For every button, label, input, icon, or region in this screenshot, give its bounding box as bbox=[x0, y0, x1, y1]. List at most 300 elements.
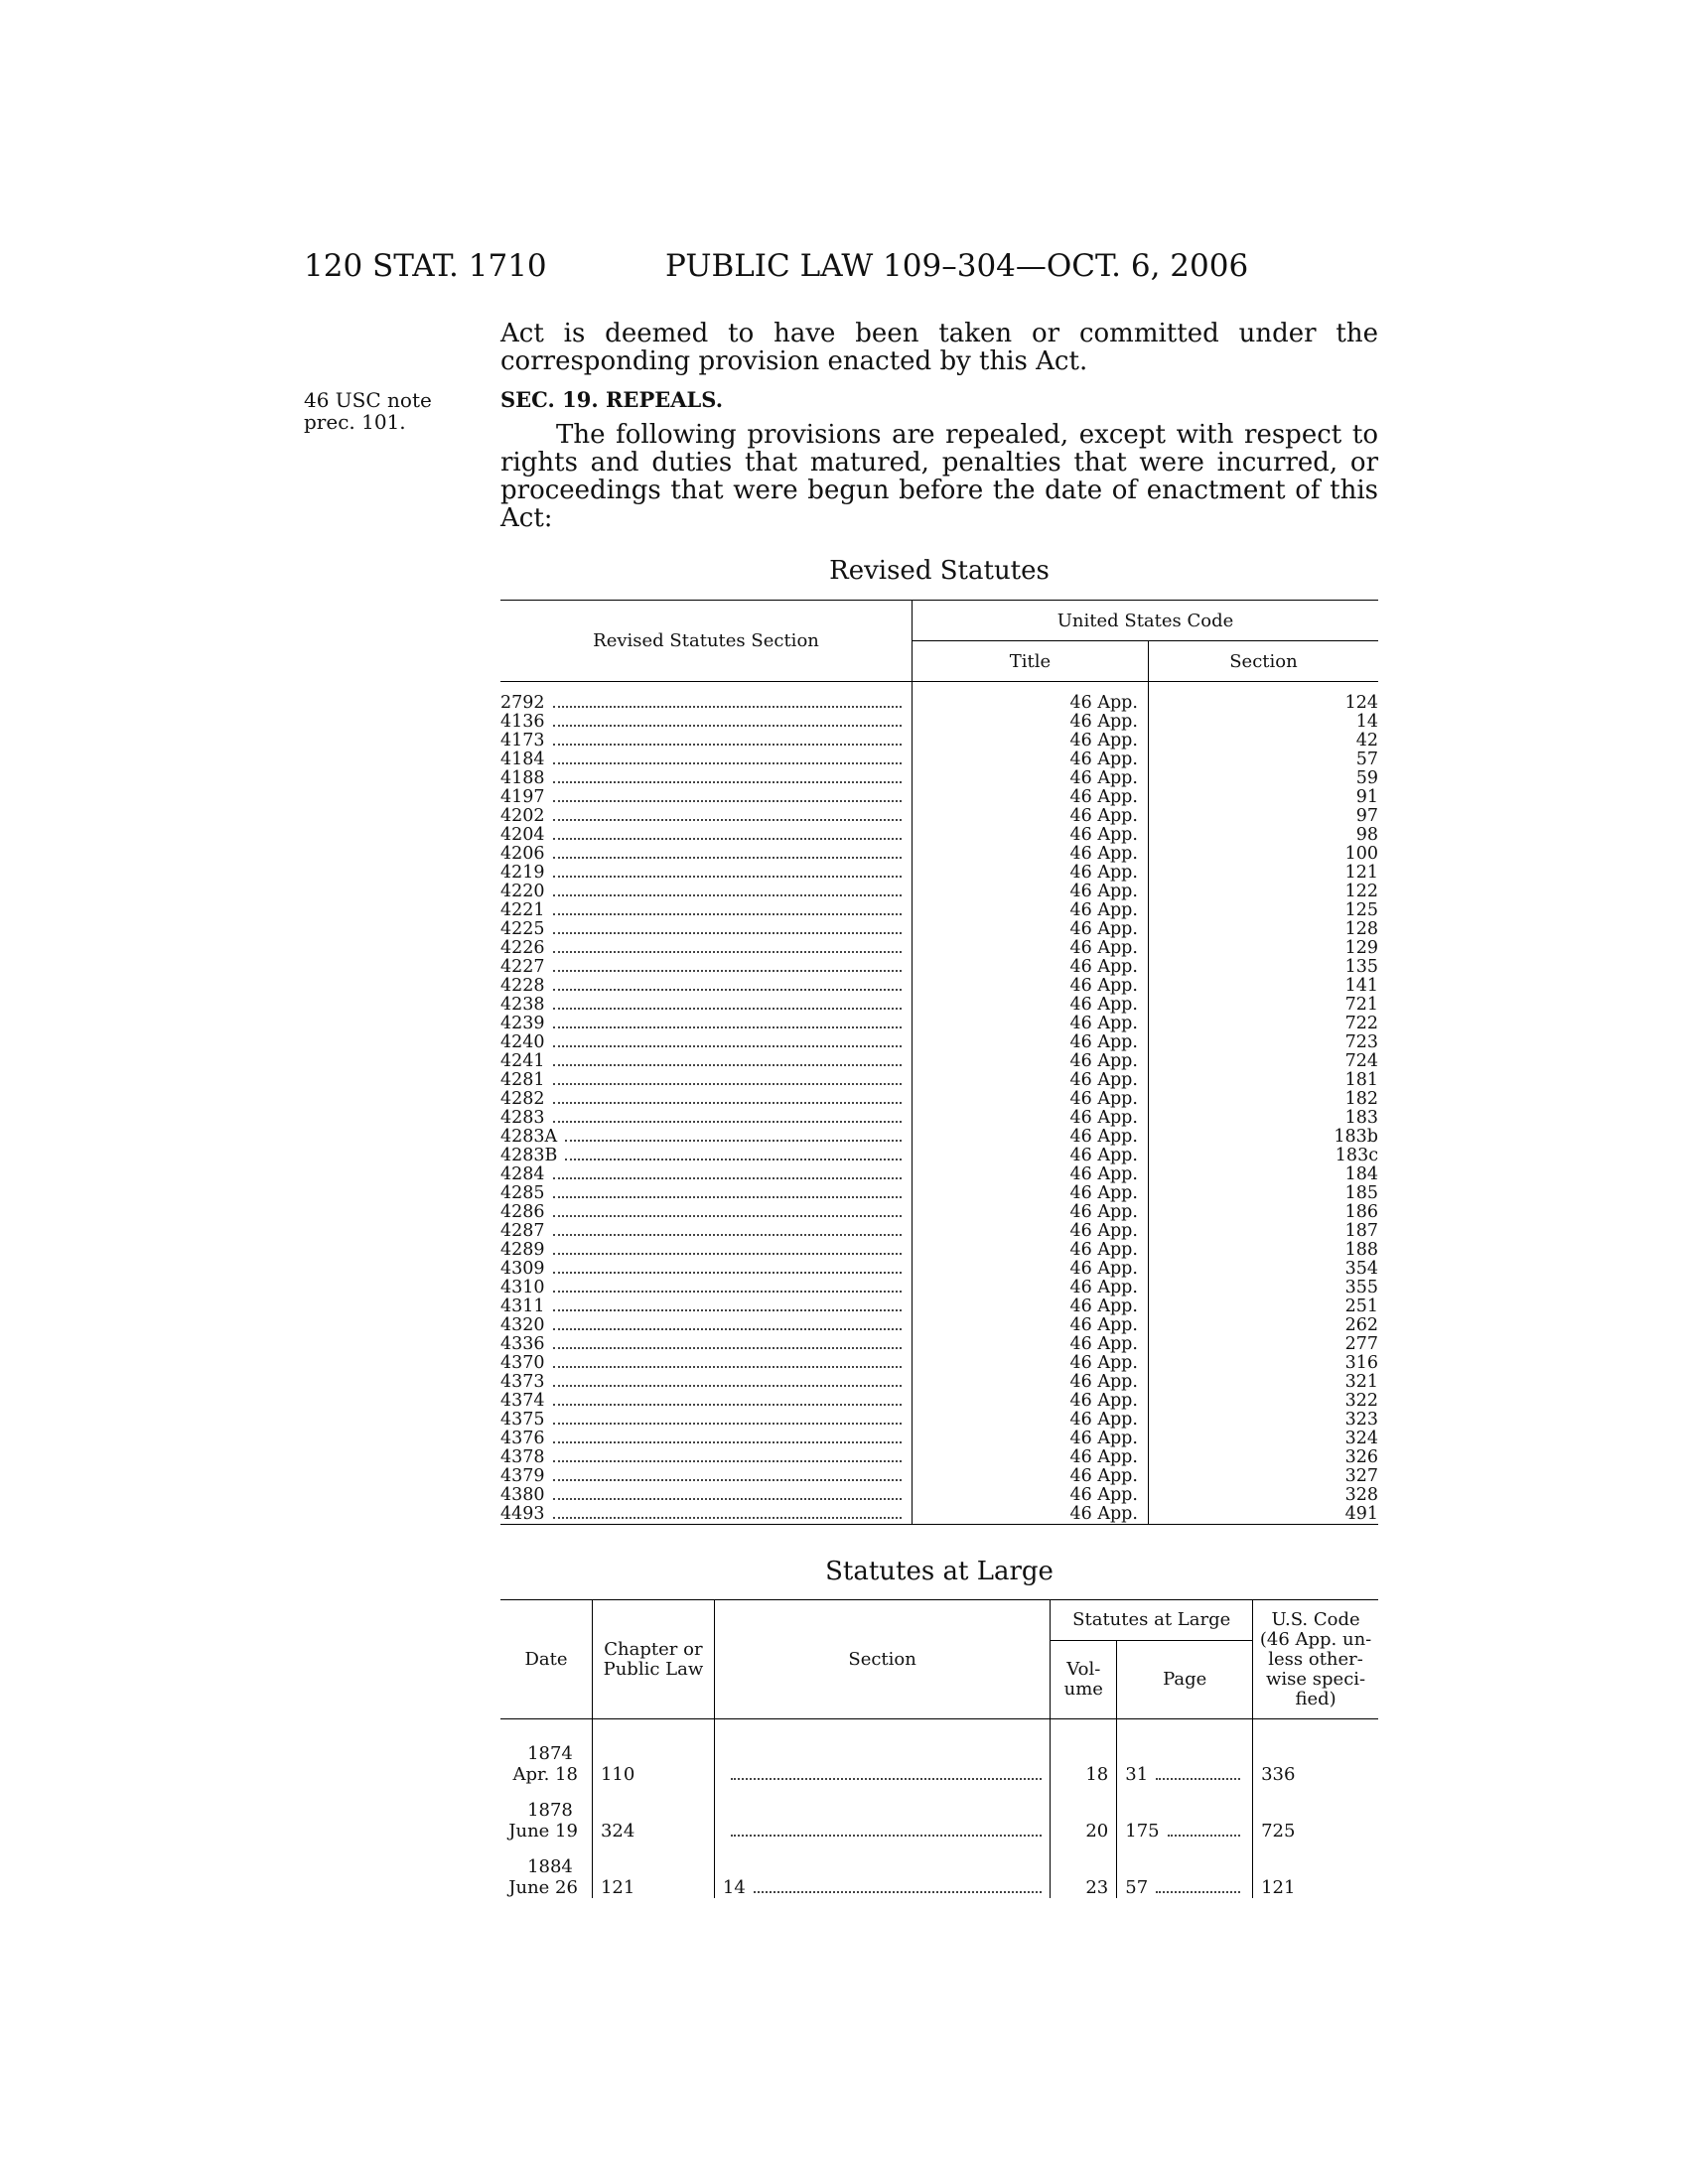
usc-section-cell: 135 bbox=[1344, 957, 1378, 977]
table-row bbox=[500, 1052, 1378, 1071]
rs-section-cell bbox=[500, 920, 913, 939]
revised-statutes-title: Revised Statutes bbox=[829, 556, 1050, 586]
table-row bbox=[500, 920, 1378, 939]
dot-leader bbox=[553, 894, 902, 896]
rs-section-cell bbox=[500, 1486, 913, 1505]
dot-leader bbox=[553, 1385, 902, 1387]
table-row bbox=[500, 977, 1378, 996]
table-row bbox=[500, 996, 1378, 1015]
rs-section-value: 2792 bbox=[500, 693, 545, 713]
col-header-volume bbox=[1051, 1641, 1117, 1719]
usc-section-cell: 355 bbox=[1344, 1278, 1378, 1297]
usc-title-cell: 46 App. bbox=[913, 996, 1149, 1015]
dot-leader bbox=[553, 1121, 902, 1123]
usc-section-cell: 723 bbox=[1344, 1032, 1378, 1052]
rs-section-value: 4240 bbox=[500, 1032, 545, 1052]
rs-section-cell bbox=[500, 1467, 913, 1486]
col-header-usc-line: less other- bbox=[1268, 1648, 1363, 1670]
usc-section-cell: 491 bbox=[1148, 1505, 1378, 1525]
table-row bbox=[500, 845, 1378, 864]
rs-section-value: 4238 bbox=[500, 995, 545, 1015]
date-year: 1884 bbox=[527, 1856, 573, 1877]
usc-cell: 336 bbox=[1261, 1764, 1296, 1785]
rs-section-cell bbox=[500, 1505, 913, 1525]
dot-leader bbox=[553, 1309, 902, 1311]
usc-section-cell: 183 bbox=[1344, 1108, 1378, 1128]
rs-section-cell bbox=[500, 1165, 913, 1184]
date-day: June 19 bbox=[508, 1821, 578, 1842]
table-row bbox=[500, 1260, 1378, 1279]
rs-section-value: 4320 bbox=[500, 1315, 545, 1335]
col-header-page: Page bbox=[1117, 1641, 1253, 1719]
usc-title-cell: 46 App. bbox=[913, 977, 1149, 996]
rs-section-cell bbox=[500, 1015, 913, 1033]
revised-statutes-table bbox=[500, 600, 1378, 1525]
usc-section-cell: 277 bbox=[1344, 1334, 1378, 1354]
rs-section-value: 4239 bbox=[500, 1014, 545, 1033]
usc-title-cell: 46 App. bbox=[913, 1505, 1149, 1525]
usc-section-cell: 57 bbox=[1355, 750, 1378, 769]
table-row bbox=[500, 1147, 1378, 1165]
usc-title-cell: 46 App. bbox=[913, 1147, 1149, 1165]
usc-title-cell: 46 App. bbox=[913, 1448, 1149, 1467]
rs-section-value: 4378 bbox=[500, 1447, 545, 1467]
rs-section-value: 4226 bbox=[500, 938, 545, 958]
dot-leader bbox=[553, 1517, 902, 1519]
usc-section-cell: 42 bbox=[1355, 731, 1378, 751]
dot-leader bbox=[553, 781, 902, 783]
usc-title-cell: 46 App. bbox=[913, 807, 1149, 826]
dot-leader bbox=[553, 1404, 902, 1406]
statutes-at-large-table bbox=[500, 1599, 1378, 1898]
chapter-cell: 324 bbox=[592, 1785, 714, 1842]
table-row bbox=[500, 1467, 1378, 1486]
table-row bbox=[500, 751, 1378, 769]
table-row bbox=[500, 826, 1378, 845]
rs-section-value: 4173 bbox=[500, 731, 545, 751]
col-header-usc-line: fied) bbox=[1295, 1688, 1336, 1709]
rs-section-value: 4375 bbox=[500, 1410, 545, 1430]
dot-leader bbox=[553, 970, 902, 972]
dot-leader bbox=[553, 1102, 902, 1104]
usc-title-cell: 46 App. bbox=[913, 1411, 1149, 1430]
col-header-chapter-line: Public Law bbox=[603, 1658, 704, 1680]
rs-section-value: 4281 bbox=[500, 1070, 545, 1090]
rs-section-value: 4197 bbox=[500, 787, 545, 807]
dot-leader bbox=[553, 1026, 902, 1028]
usc-title-cell: 46 App. bbox=[913, 1184, 1149, 1203]
page-cell bbox=[1117, 1842, 1253, 1898]
dot-leader bbox=[553, 1215, 902, 1217]
paragraph-repeals: The following provisions are repealed, except with respect to rights and duties that matured, penalties that were incurred, or proceedings that were begun before the date of enactment of this Act: bbox=[500, 420, 1378, 533]
table-row bbox=[500, 1241, 1378, 1260]
usc-cell: 725 bbox=[1261, 1821, 1296, 1842]
usc-section-cell: 184 bbox=[1344, 1164, 1378, 1184]
page-reference: 120 STAT. 1710 bbox=[304, 248, 547, 284]
usc-cell: 121 bbox=[1261, 1877, 1296, 1898]
rs-section-cell bbox=[500, 1392, 913, 1411]
usc-title-cell: 46 App. bbox=[913, 713, 1149, 732]
dot-leader bbox=[553, 1045, 902, 1047]
rs-section-cell bbox=[500, 1448, 913, 1467]
margin-note bbox=[304, 389, 453, 433]
table-row bbox=[500, 1279, 1378, 1297]
rs-section-value: 4221 bbox=[500, 900, 545, 920]
rs-section-cell bbox=[500, 1184, 913, 1203]
margin-note-line: 46 USC note bbox=[304, 388, 432, 412]
usc-title-cell: 46 App. bbox=[913, 939, 1149, 958]
usc-section-cell: 724 bbox=[1344, 1051, 1378, 1071]
volume-cell: 20 bbox=[1051, 1785, 1117, 1842]
rs-section-cell bbox=[500, 1260, 913, 1279]
dot-leader bbox=[731, 1835, 1042, 1837]
rs-section-value: 4225 bbox=[500, 919, 545, 939]
usc-title-cell: 46 App. bbox=[913, 769, 1149, 788]
dot-leader bbox=[553, 932, 902, 934]
rs-section-value: 4184 bbox=[500, 750, 545, 769]
rs-section-cell bbox=[500, 1052, 913, 1071]
rs-section-cell bbox=[500, 1373, 913, 1392]
section-cell bbox=[714, 1842, 1050, 1898]
section-value: 14 bbox=[722, 1877, 746, 1898]
dot-leader bbox=[553, 1366, 902, 1368]
dot-leader bbox=[553, 725, 902, 727]
rs-section-value: 4228 bbox=[500, 976, 545, 996]
table-row bbox=[500, 1090, 1378, 1109]
margin-note-line: prec. 101. bbox=[304, 410, 406, 434]
rs-section-value: 4286 bbox=[500, 1202, 545, 1222]
dot-leader bbox=[553, 1498, 902, 1500]
usc-section-cell: 100 bbox=[1344, 844, 1378, 864]
table-row bbox=[500, 1430, 1378, 1448]
col-header-usc bbox=[1253, 1600, 1378, 1719]
page-value: 57 bbox=[1125, 1877, 1149, 1898]
usc-section-cell: 324 bbox=[1344, 1429, 1378, 1448]
usc-title-cell: 46 App. bbox=[913, 1128, 1149, 1147]
col-header-rs-section: Revised Statutes Section bbox=[500, 601, 913, 682]
table-row bbox=[500, 1071, 1378, 1090]
dot-leader bbox=[553, 744, 902, 746]
rs-section-cell bbox=[500, 1354, 913, 1373]
dot-leader bbox=[731, 1778, 1042, 1780]
table-row bbox=[500, 864, 1378, 883]
col-header-volume-line: Vol- bbox=[1066, 1659, 1101, 1680]
col-header-chapter bbox=[592, 1600, 714, 1719]
rs-section-cell bbox=[500, 1128, 913, 1147]
dot-leader bbox=[553, 1441, 902, 1443]
usc-section-cell: 97 bbox=[1355, 806, 1378, 826]
table-row bbox=[500, 1297, 1378, 1316]
usc-section-cell: 141 bbox=[1344, 976, 1378, 996]
usc-title-cell: 46 App. bbox=[913, 1467, 1149, 1486]
rs-section-cell bbox=[500, 977, 913, 996]
rs-section-cell bbox=[500, 1279, 913, 1297]
usc-section-cell: 354 bbox=[1344, 1259, 1378, 1279]
usc-title-cell: 46 App. bbox=[913, 1279, 1149, 1297]
rs-section-cell bbox=[500, 807, 913, 826]
rs-section-value: 4188 bbox=[500, 768, 545, 788]
usc-section-cell: 721 bbox=[1344, 995, 1378, 1015]
usc-title-cell: 46 App. bbox=[913, 1297, 1149, 1316]
usc-title-cell: 46 App. bbox=[913, 751, 1149, 769]
col-header-usc-line: (46 App. un- bbox=[1259, 1628, 1372, 1650]
usc-title-cell: 46 App. bbox=[913, 1260, 1149, 1279]
dot-leader bbox=[553, 1460, 902, 1462]
rs-section-value: 4380 bbox=[500, 1485, 545, 1505]
paragraph-continuation: Act is deemed to have been taken or committed under the corresponding provision enacted by this Act. bbox=[500, 319, 1378, 376]
usc-title-cell: 46 App. bbox=[913, 1222, 1149, 1241]
usc-section-cell: 59 bbox=[1355, 768, 1378, 788]
date-day: Apr. 18 bbox=[512, 1764, 578, 1785]
date-cell bbox=[500, 1842, 592, 1898]
table-row bbox=[500, 1203, 1378, 1222]
dot-leader bbox=[553, 1272, 902, 1274]
dot-leader bbox=[553, 989, 902, 991]
table-row bbox=[500, 901, 1378, 920]
rs-section-cell bbox=[500, 1090, 913, 1109]
chapter-cell: 110 bbox=[592, 1719, 714, 1786]
table-row bbox=[500, 1448, 1378, 1467]
col-header-usc-line: wise speci- bbox=[1266, 1668, 1366, 1690]
usc-section-cell: 129 bbox=[1344, 938, 1378, 958]
rs-section-value: 4283B bbox=[500, 1146, 558, 1165]
rs-section-cell bbox=[500, 958, 913, 977]
page-value: 31 bbox=[1125, 1764, 1149, 1785]
dot-leader bbox=[754, 1891, 1043, 1893]
usc-title-cell: 46 App. bbox=[913, 864, 1149, 883]
rs-section-value: 4370 bbox=[500, 1353, 545, 1373]
rs-section-cell bbox=[500, 769, 913, 788]
usc-title-cell: 46 App. bbox=[913, 901, 1149, 920]
rs-section-value: 4282 bbox=[500, 1089, 545, 1109]
rs-section-value: 4373 bbox=[500, 1372, 545, 1392]
rs-section-value: 4493 bbox=[500, 1504, 545, 1524]
usc-section-cell: 128 bbox=[1344, 919, 1378, 939]
rs-section-cell bbox=[500, 1316, 913, 1335]
table-row bbox=[500, 1373, 1378, 1392]
usc-section-cell: 181 bbox=[1344, 1070, 1378, 1090]
date-year: 1878 bbox=[527, 1800, 573, 1821]
rs-section-value: 4283A bbox=[500, 1127, 558, 1147]
usc-section-cell: 183b bbox=[1334, 1127, 1378, 1147]
dot-leader bbox=[553, 857, 902, 859]
col-header-usc-group: United States Code bbox=[913, 601, 1378, 641]
usc-title-cell: 46 App. bbox=[913, 1335, 1149, 1354]
usc-section-cell: 98 bbox=[1355, 825, 1378, 845]
dot-leader bbox=[553, 951, 902, 953]
rs-section-value: 4285 bbox=[500, 1183, 545, 1203]
table-row bbox=[500, 1109, 1378, 1128]
usc-title-cell: 46 App. bbox=[913, 682, 1149, 714]
table-row bbox=[500, 1222, 1378, 1241]
usc-section-cell: 187 bbox=[1344, 1221, 1378, 1241]
usc-title-cell: 46 App. bbox=[913, 920, 1149, 939]
dot-leader bbox=[553, 1253, 902, 1255]
usc-title-cell: 46 App. bbox=[913, 1316, 1149, 1335]
usc-section-cell: 14 bbox=[1355, 712, 1378, 732]
rs-section-value: 4283 bbox=[500, 1108, 545, 1128]
usc-section-cell: 183c bbox=[1335, 1146, 1378, 1165]
rs-section-cell bbox=[500, 1071, 913, 1090]
table-row bbox=[500, 1392, 1378, 1411]
usc-section-cell: 121 bbox=[1344, 863, 1378, 883]
table-row bbox=[500, 1335, 1378, 1354]
dot-leader bbox=[553, 1234, 902, 1236]
rs-section-cell bbox=[500, 751, 913, 769]
rs-section-value: 4310 bbox=[500, 1278, 545, 1297]
rs-section-cell bbox=[500, 1147, 913, 1165]
table-row bbox=[500, 1842, 1378, 1898]
table-row bbox=[500, 682, 1378, 714]
rs-section-cell bbox=[500, 864, 913, 883]
dot-leader bbox=[553, 1196, 902, 1198]
rs-section-cell bbox=[500, 883, 913, 901]
rs-section-value: 4284 bbox=[500, 1164, 545, 1184]
table-row bbox=[500, 732, 1378, 751]
col-header-usc-section: Section bbox=[1148, 641, 1378, 682]
rs-section-value: 4227 bbox=[500, 957, 545, 977]
usc-title-cell: 46 App. bbox=[913, 1392, 1149, 1411]
usc-section-cell: 262 bbox=[1344, 1315, 1378, 1335]
dot-leader bbox=[553, 800, 902, 802]
dot-leader bbox=[553, 1177, 902, 1179]
rs-section-cell bbox=[500, 1335, 913, 1354]
usc-section-cell: 316 bbox=[1344, 1353, 1378, 1373]
rs-section-value: 4202 bbox=[500, 806, 545, 826]
section-cell bbox=[714, 1719, 1050, 1786]
usc-title-cell: 46 App. bbox=[913, 1052, 1149, 1071]
usc-section-cell: 722 bbox=[1344, 1014, 1378, 1033]
dot-leader bbox=[553, 819, 902, 821]
rs-section-cell bbox=[500, 732, 913, 751]
rs-section-cell bbox=[500, 788, 913, 807]
chapter-cell: 121 bbox=[592, 1842, 714, 1898]
date-cell bbox=[500, 1719, 592, 1786]
table-row bbox=[500, 1411, 1378, 1430]
dot-leader bbox=[553, 913, 902, 915]
rs-section-cell bbox=[500, 996, 913, 1015]
page-cell bbox=[1117, 1719, 1253, 1786]
table-row bbox=[500, 1128, 1378, 1147]
dot-leader bbox=[553, 1423, 902, 1425]
dot-leader bbox=[553, 706, 902, 708]
usc-title-cell: 46 App. bbox=[913, 1241, 1149, 1260]
table-row bbox=[500, 1719, 1378, 1786]
dot-leader bbox=[553, 876, 902, 878]
rs-section-cell bbox=[500, 939, 913, 958]
rs-section-cell bbox=[500, 1241, 913, 1260]
dot-leader bbox=[553, 1479, 902, 1481]
section-heading: SEC. 19. REPEALS. bbox=[500, 387, 724, 412]
rs-section-value: 4206 bbox=[500, 844, 545, 864]
volume-cell: 18 bbox=[1051, 1719, 1117, 1786]
dot-leader bbox=[553, 1064, 902, 1066]
usc-title-cell: 46 App. bbox=[913, 788, 1149, 807]
rs-section-cell bbox=[500, 826, 913, 845]
rs-section-value: 4374 bbox=[500, 1391, 545, 1411]
dot-leader bbox=[553, 1347, 902, 1349]
dot-leader bbox=[553, 1083, 902, 1085]
rs-section-value: 4336 bbox=[500, 1334, 545, 1354]
rs-section-cell bbox=[500, 713, 913, 732]
rs-section-cell bbox=[500, 845, 913, 864]
usc-title-cell: 46 App. bbox=[913, 958, 1149, 977]
col-header-chapter-line: Chapter or bbox=[604, 1638, 703, 1660]
rs-section-cell bbox=[500, 1430, 913, 1448]
section-cell bbox=[714, 1785, 1050, 1842]
usc-title-cell: 46 App. bbox=[913, 826, 1149, 845]
dot-leader bbox=[565, 1159, 902, 1160]
usc-title-cell: 46 App. bbox=[913, 883, 1149, 901]
usc-title-cell: 46 App. bbox=[913, 1203, 1149, 1222]
rs-section-cell bbox=[500, 1109, 913, 1128]
rs-section-value: 4309 bbox=[500, 1259, 545, 1279]
usc-title-cell: 46 App. bbox=[913, 1109, 1149, 1128]
rs-section-cell bbox=[500, 1203, 913, 1222]
usc-section-cell: 124 bbox=[1344, 693, 1378, 713]
table-row bbox=[500, 883, 1378, 901]
usc-title-cell: 46 App. bbox=[913, 1354, 1149, 1373]
table-row bbox=[500, 1316, 1378, 1335]
col-header-usc-line: U.S. Code bbox=[1271, 1608, 1360, 1630]
table-row bbox=[500, 788, 1378, 807]
table-row bbox=[500, 1033, 1378, 1052]
page-cell bbox=[1117, 1785, 1253, 1842]
usc-section-cell: 322 bbox=[1344, 1391, 1378, 1411]
date-cell bbox=[500, 1785, 592, 1842]
usc-section-cell: 185 bbox=[1344, 1183, 1378, 1203]
rs-section-cell bbox=[500, 1297, 913, 1316]
rs-section-value: 4219 bbox=[500, 863, 545, 883]
rs-section-value: 4287 bbox=[500, 1221, 545, 1241]
col-header-section: Section bbox=[714, 1600, 1050, 1719]
rs-section-value: 4241 bbox=[500, 1051, 545, 1071]
col-header-date: Date bbox=[500, 1600, 592, 1719]
dot-leader bbox=[565, 1140, 902, 1142]
rs-section-value: 4311 bbox=[500, 1297, 545, 1316]
dot-leader bbox=[553, 1008, 902, 1010]
dot-leader bbox=[1156, 1778, 1240, 1780]
table-row bbox=[500, 807, 1378, 826]
usc-title-cell: 46 App. bbox=[913, 1015, 1149, 1033]
table-row bbox=[500, 1505, 1378, 1525]
rs-section-value: 4136 bbox=[500, 712, 545, 732]
dot-leader bbox=[553, 1291, 902, 1293]
rs-section-cell bbox=[500, 1411, 913, 1430]
col-header-sal-group: Statutes at Large bbox=[1051, 1600, 1253, 1641]
usc-section-cell: 328 bbox=[1344, 1485, 1378, 1505]
usc-section-cell: 125 bbox=[1344, 900, 1378, 920]
table-row bbox=[500, 939, 1378, 958]
rs-section-value: 4204 bbox=[500, 825, 545, 845]
statutes-at-large-title: Statutes at Large bbox=[825, 1557, 1054, 1586]
rs-section-value: 4379 bbox=[500, 1466, 545, 1486]
dot-leader bbox=[553, 762, 902, 764]
rs-section-cell bbox=[500, 1222, 913, 1241]
usc-section-cell: 188 bbox=[1344, 1240, 1378, 1260]
dot-leader bbox=[1156, 1891, 1240, 1893]
date-day: June 26 bbox=[508, 1877, 578, 1898]
rs-section-cell bbox=[500, 682, 913, 714]
rs-section-cell bbox=[500, 901, 913, 920]
dot-leader bbox=[553, 1328, 902, 1330]
table-row bbox=[500, 1785, 1378, 1842]
rs-section-value: 4376 bbox=[500, 1429, 545, 1448]
usc-section-cell: 91 bbox=[1355, 787, 1378, 807]
usc-title-cell: 46 App. bbox=[913, 1486, 1149, 1505]
page-title: PUBLIC LAW 109–304—OCT. 6, 2006 bbox=[665, 248, 1249, 284]
col-header-title: Title bbox=[913, 641, 1149, 682]
